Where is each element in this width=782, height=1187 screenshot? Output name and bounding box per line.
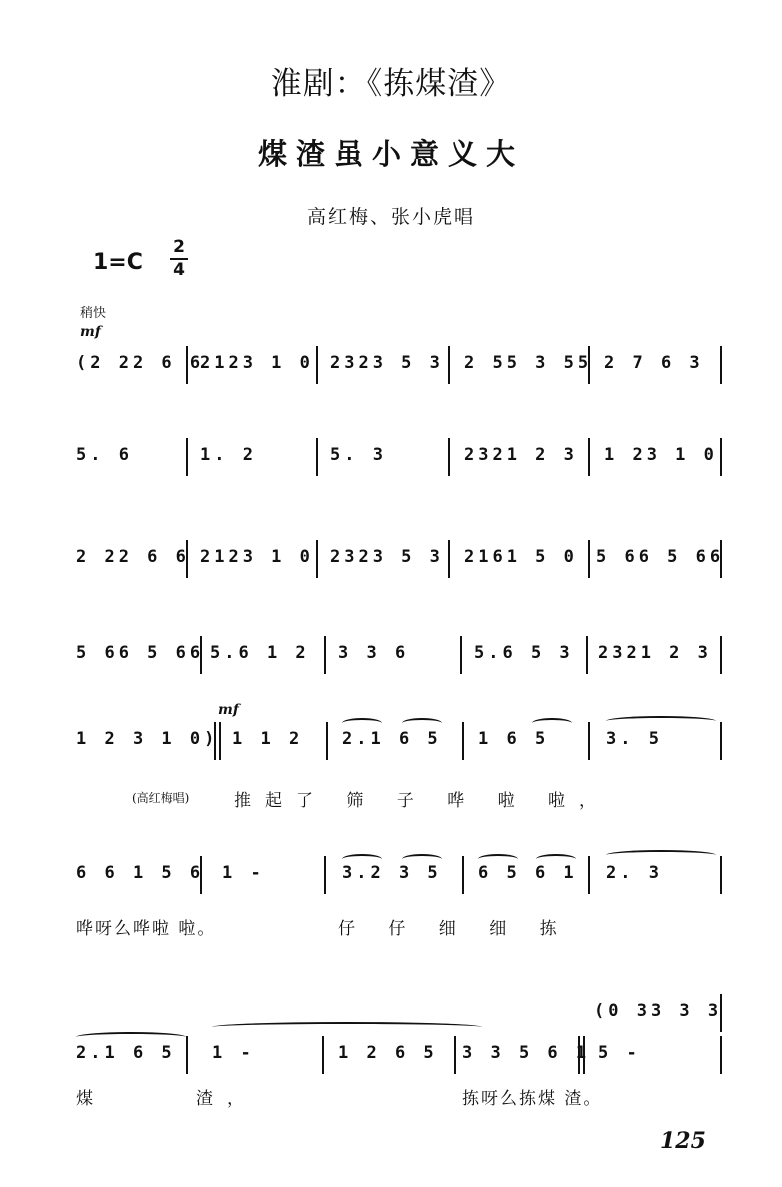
time-numerator: 2	[173, 237, 185, 257]
barline	[186, 438, 188, 476]
measure: 2323 5 3	[330, 547, 444, 567]
measure: 5 66 5 66	[596, 547, 725, 567]
lyric-text: 哗呀么哗啦 啦。	[76, 919, 217, 939]
measure: 1. 2	[200, 445, 257, 465]
slur	[606, 850, 716, 860]
barline	[462, 856, 464, 894]
measure: 2. 3	[606, 863, 663, 883]
slur	[532, 718, 572, 728]
measure: 2161 5 0	[464, 547, 578, 567]
measure: 3.2 3 5	[342, 863, 442, 883]
slur	[212, 1022, 482, 1032]
slur	[342, 718, 382, 728]
lyric-text: 渣，	[196, 1089, 258, 1109]
staff-system-1	[76, 336, 726, 392]
barline	[200, 856, 202, 894]
slur	[606, 716, 716, 726]
measure: 1 2 3 1 0)	[76, 729, 219, 749]
barline	[200, 636, 202, 674]
tempo-marking: 稍快	[80, 306, 107, 321]
staff-system-5	[76, 712, 726, 768]
lyric-text: 推起了 筛 子 哗 啦 啦，	[234, 791, 611, 811]
measure: 3 3 6	[338, 643, 410, 663]
staff-system-2	[76, 428, 726, 484]
staff-system-6	[76, 846, 726, 902]
barline	[720, 438, 722, 476]
measure: 3. 5	[606, 729, 663, 749]
dynamic-mark: mf	[218, 702, 239, 718]
barline	[448, 438, 450, 476]
measure: 5 66 5 66	[76, 643, 205, 663]
barline	[186, 1036, 188, 1074]
measure: 6 6 1 5 6	[76, 863, 205, 883]
lyric-text: 仔 仔 细 细 拣	[338, 919, 571, 939]
measure: 2.1 6 5	[76, 1043, 176, 1063]
staff-system-3	[76, 530, 726, 586]
measure: 5.6 5 3	[474, 643, 574, 663]
measure: 1 -	[212, 1043, 255, 1063]
barline	[316, 438, 318, 476]
barline	[448, 346, 450, 384]
staff-system-4	[76, 626, 726, 682]
measure: 1 -	[222, 863, 265, 883]
measure: 1 6 5	[478, 729, 550, 749]
dynamic-mark: mf	[80, 324, 101, 340]
barline	[720, 346, 722, 384]
measure: 1 2 6 5	[338, 1043, 438, 1063]
barline	[462, 722, 464, 760]
measure: 2123 1 0	[200, 547, 314, 567]
measure: 2123 1 0	[200, 353, 314, 373]
measure: 5.6 1 2	[210, 643, 310, 663]
barline	[720, 1036, 722, 1074]
barline	[460, 636, 462, 674]
slur	[536, 854, 576, 864]
song-title: 煤渣虽小意义大	[257, 137, 524, 171]
barline	[316, 346, 318, 384]
barline	[588, 346, 590, 384]
measure: 2321 2 3	[598, 643, 712, 663]
lyric-text: 煤	[76, 1089, 107, 1109]
barline	[324, 636, 326, 674]
measure: 3 3 5 6 1	[462, 1043, 591, 1063]
time-denominator: 4	[173, 260, 185, 280]
measure: 2 55 3 55	[464, 353, 593, 373]
measure: 2 22 6 6	[76, 547, 190, 567]
slur	[342, 854, 382, 864]
barline	[588, 856, 590, 894]
measure: 1 1 2	[232, 729, 304, 749]
slur	[402, 854, 442, 864]
key-signature: 1=C	[93, 250, 143, 275]
measure: 2.1 6 5	[342, 729, 442, 749]
slur	[478, 854, 518, 864]
singers-credit: 高红梅、张小虎唱	[306, 206, 475, 228]
barline	[720, 856, 722, 894]
measure: 5. 6	[76, 445, 133, 465]
barline	[454, 1036, 456, 1074]
time-signature	[170, 238, 188, 280]
barline	[720, 540, 722, 578]
barline	[720, 636, 722, 674]
measure: 2 7 6 3	[604, 353, 704, 373]
barline	[588, 722, 590, 760]
measure: 2321 2 3	[464, 445, 578, 465]
opera-title: 淮剧：《拣煤渣》	[270, 66, 512, 102]
staff-system-7	[76, 1026, 726, 1082]
measure: (2 22 6 6	[76, 353, 205, 373]
barline	[448, 540, 450, 578]
barline	[720, 722, 722, 760]
page-number: 125	[660, 1128, 706, 1154]
slur	[402, 718, 442, 728]
double-barline	[578, 1036, 585, 1074]
measure: 5 -	[598, 1043, 641, 1063]
barline	[588, 540, 590, 578]
barline	[324, 856, 326, 894]
lyric-text: 拣呀么拣煤 渣。	[462, 1089, 603, 1109]
lyric-role: (高红梅唱)	[132, 791, 190, 805]
measure: 6 5 6 1	[478, 863, 578, 883]
measure: (0 33 3 3	[594, 1001, 723, 1021]
measure: 5. 3	[330, 445, 387, 465]
barline	[326, 722, 328, 760]
barline	[316, 540, 318, 578]
barline	[186, 540, 188, 578]
barline	[186, 346, 188, 384]
barline	[588, 438, 590, 476]
barline	[586, 636, 588, 674]
measure: 1 23 1 0	[604, 445, 718, 465]
double-barline	[214, 722, 221, 760]
barline	[322, 1036, 324, 1074]
slur	[76, 1032, 186, 1042]
measure: 2323 5 3	[330, 353, 444, 373]
